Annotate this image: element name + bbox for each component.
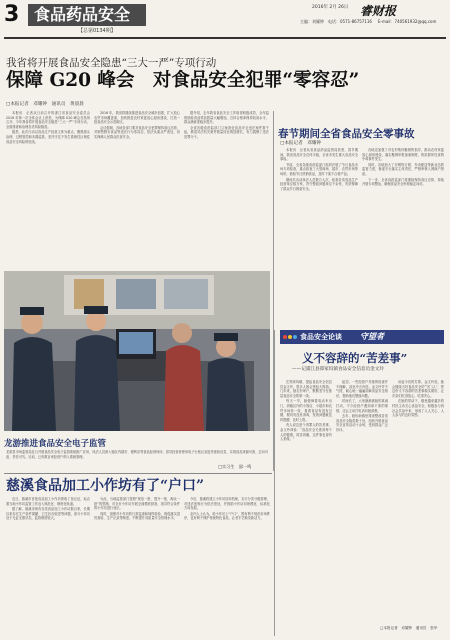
paragraph: 在她的带动下，镇里越来越多的村民主动关心食品安全，积极参与到社会共治中来，形成了人人关心、人人参与的良好氛围。	[392, 399, 444, 418]
spring-col-1	[280, 148, 358, 328]
date-line: 2016年 2月 26日	[312, 5, 349, 10]
paragraph: 据悉，此次行动以食品生产经营主体为重点，聚焦源头治理、过程管控和末端监管，坚决守住不发生系统性区域性食品安全风险的底线。	[6, 130, 90, 144]
paragraph: 同时，各地加大了对网络订餐、外卖配送等新业态的监管力度，督促平台落实主体责任，严格审核入网商户资质。	[362, 162, 444, 176]
brand-logo: 睿财报	[360, 4, 397, 18]
paragraph: 有人说这是个得罪人的苦差事，金文玲却说：“食品安全关系到每个人的健康，再苦再累，这件事也得有人来做。”	[280, 423, 332, 442]
page-number: 3	[4, 2, 20, 27]
email-line: E-mail：740561932@qq.com	[378, 19, 437, 24]
lead-byline: □本报记者 邓耀钟 通讯员 黄晨晨	[6, 102, 84, 107]
paragraph: 本报讯 记者从日前召开的浙江省食品安全委员会 2016 年第一次全体会议上获悉，为保障 G20 峰会在杭州召开，今年我省将开展食品安全隐患“三大一严”专项行动，全面排查和治理各类风险隐患。	[6, 111, 90, 129]
paragraph: 会议强调，各地各部门要对食品安全犯罪保持高压态势，对制售假劣食品等违法行为零容忍，依法从重从严查处，切实保障人民群众饮食安全。	[94, 125, 180, 139]
photo-caption-title: 龙游推进食品安全电子监管	[4, 439, 107, 449]
paragraph: 为此，当地监管部门按照“规范一批、提升一批、淘汰一批”的思路，对全市小作坊开展全面摸底排查，指导符合条件的小作坊进行登记。	[94, 497, 180, 511]
workshop-col-2	[94, 497, 180, 637]
column-headline: 义不容辞的“苦差事”	[302, 351, 408, 365]
workshop-col-3	[184, 497, 270, 637]
paragraph: 去年，她协助镇里排查整改各类食品安全隐患数十处，组织开展食品安全宣传活动十余场，受到群众广泛好评。	[336, 414, 388, 432]
section-rule	[4, 473, 272, 474]
photo-credit: □实习生 邵一鸣	[218, 464, 252, 469]
column-col-3	[392, 380, 444, 616]
paragraph: 下一步，全省食药监部门将继续保持高压态势，持续开展专项整治，确保食品安全形势稳定向好。	[362, 177, 444, 187]
photo-caption-text: 龙游县市场监管局近日开展食品安全电子监管系统推广应用，执法人员深入辖区内超市、便利店等食品经营场所，指导经营者使用电子台账记录进货查验信息，实现食品来源可查、去向可追、责任可究。目前，已有数百家经营户纳入系统管理。	[6, 450, 268, 459]
paragraph: 各地还加强了对农村集体聚餐的指导，推动农村家宴放心厨房建设，落实聚餐申报备案制度，防范群体性食物中毒事件发生。	[362, 148, 444, 162]
news-photo	[4, 271, 270, 431]
issue-tag: 【总第0134期】	[78, 28, 116, 34]
dot-1	[283, 335, 287, 339]
paragraph: 2016 年，我省将继续推进食品安全城市创建，扩大放心农贸市场覆盖面，加快推进农村家宴放心厨房建设，打造一批食品安全示范街区。	[94, 111, 180, 125]
contact-line: 电话：0571-86757116	[328, 19, 372, 24]
workshop-headline: 慈溪食品加工小作坊有了“户口”	[6, 478, 205, 494]
lead-col-2	[94, 111, 180, 269]
paragraph: 本报讯 记者从省食品药品监管局获悉，春节期间，我省食品安全总体平稳，全省未发生重大食品安全事故。	[280, 148, 358, 162]
workshop-col-1	[6, 497, 90, 637]
column-subhead: ——记浦江县郑家坞镇食品安全信息员金文玲	[292, 367, 384, 372]
paragraph: 谈起今后的打算，金文玲说，她会继续当好食品安全的“守门人”，把这份义不容辞的苦差事做实做好，让乡亲们吃得放心、吃得安心。	[392, 380, 444, 398]
editor-line: 主编：刘耀钟	[300, 19, 324, 24]
masthead-rule	[4, 37, 446, 39]
section-title: 食品药品安全	[34, 5, 131, 24]
lead-kicker: 我省将开展食品安全隐患“三大一严”专项行动	[6, 57, 217, 69]
column-divider-lower	[274, 330, 275, 636]
column-col-2	[336, 380, 388, 630]
lead-col-1	[6, 111, 90, 269]
paragraph: 在郑家坞镇，提起食品安全信息员金文玲，很多人都会竖起大拇指。几年来，她走村串户，默默坚守在基层食品安全的第一线。	[280, 380, 332, 398]
paragraph: 据介绍，去年我省食品安全工作取得积极成效，全年监督抽检食品样品数量大幅增加，总体合格率保持较高水平，群众满意度稳步提升。	[184, 111, 269, 125]
paragraph: 每天一早，她便骑着电动车出门，到辖区内的小饭店、小超市和农贸市场转一转，看看食品有没有过期，餐具有没有消毒，发现问题就及时提醒、及时上报。	[280, 399, 332, 422]
column-label: 食品安全论谈	[300, 332, 342, 341]
column-credit: □本报记者 邓耀钟 通讯员 张华	[380, 626, 438, 630]
spring-col-2	[362, 148, 444, 328]
lead-col-3	[184, 111, 269, 269]
spring-byline: □本报记者 邓耀钟	[280, 141, 322, 146]
column-col-1	[280, 380, 332, 630]
paragraph: 今后，慈溪将建立小作坊信用档案，实行分类分级管理，对违法违规行为依法查处，并鼓励小作坊向规模化、标准化方向发展。	[184, 497, 270, 511]
paragraph: 全省各级食药监部门立案查处食品安全违法案件数千起，移送司法机关案件数量同比明显增长，有力震慑了违法犯罪分子。	[184, 125, 269, 139]
paragraph: 据了解，慈溪市现有各类食品加工小作坊数百家，长期以来存在生产条件简陋、卫生状况较差等问题，部分小作坊处于无证无照状态，监管难度较大。	[6, 507, 90, 521]
column-dots	[283, 334, 297, 340]
dot-2	[288, 335, 292, 339]
column-tag: 守望者	[360, 331, 384, 341]
spring-headline: 春节期间全省食品安全零事故	[278, 128, 415, 140]
lead-headline: 保障 G20 峰会 对食品安全犯罪“零容忍”	[6, 70, 360, 91]
paragraph: 业内人士认为，给小作坊上“户口”，既有利于规范市场秩序，也有利于保护传统特色食品，让老手艺焕发新活力。	[184, 511, 270, 521]
dot-3	[293, 335, 297, 339]
paragraph: 同时，加强对小作坊的日常巡查和抽样检验，督促落实进货查验、生产记录等制度，不断提升其质量安全管理水平。	[94, 511, 180, 521]
paragraph: 期间共出动执法人员数万人次，检查各类食品生产经营单位数万家，责令整改问题单位千余家，有效保障了群众节日餐桌安全。	[280, 177, 358, 191]
paragraph: 时间长了，大家渐渐被她的真诚打动，不少经营户遇到拿不准的事情，还会主动打电话向她请教。	[336, 399, 388, 413]
paragraph: 近日，慈溪市首批食品加工小作坊领取了登记证，标志着当地小作坊监管工作迈入规范化、制度化轨道。	[6, 497, 90, 506]
paragraph: 节前，全省各级食药监部门组织开展了节日食品市场专项检查，重点检查了大型商场、超市、农贸市场等场所，抽检节日热销食品，及时下架不合格产品。	[280, 162, 358, 176]
photo-illustration	[4, 271, 270, 431]
paragraph: 起初，一些经营户对她的检查并不理解，甚至冷言冷语。金文玲并不气馁，耐心地一遍遍讲解食品安全知识，帮助他们整改问题。	[336, 380, 388, 398]
